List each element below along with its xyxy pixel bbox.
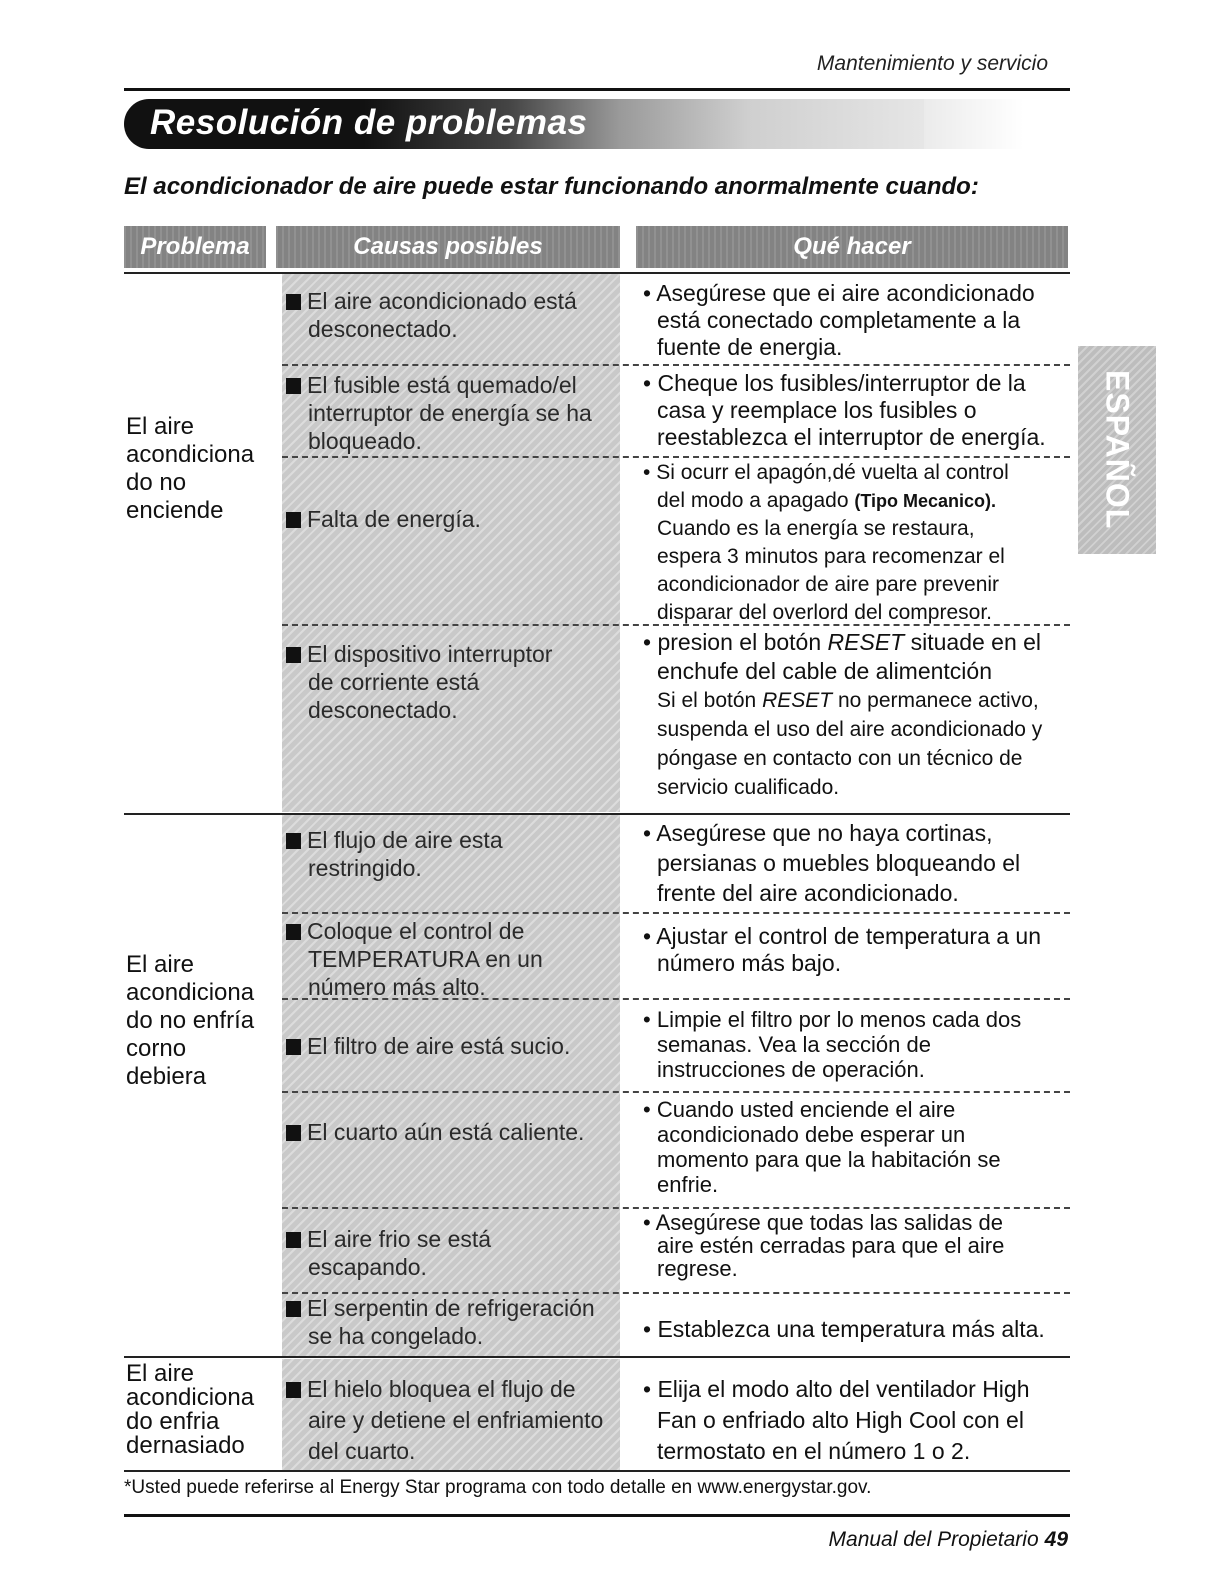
action-item: • presion el botón RESET situade en el enchufe del cable de alimentción Si el botón RESET no permanece activo, suspenda el uso del aire acondicionado y póngase en contacto con un técnico de servicio cualificado.: [643, 629, 1043, 799]
problem-label-too-cold: El aire acondiciona do enfria dernasiado: [126, 1360, 255, 1459]
group-divider: [124, 813, 1070, 815]
page-title: Resolución de problemas: [150, 103, 588, 142]
action-item: • Cheque los fusibles/interruptor de la casa y reemplace los fusibles o reestablezca el interruptor de energía.: [643, 370, 1046, 450]
page-number: 49: [1044, 1528, 1068, 1551]
cause-item: El filtro de aire está sucio.: [286, 1032, 616, 1060]
cause-item: El cuarto aún está caliente.: [286, 1118, 616, 1146]
action-item: • Cuando usted enciende el aire acondicionado debe esperar un momento para que la habitación se enfrie.: [643, 1097, 1001, 1197]
language-tab: [1078, 346, 1156, 554]
cause-item: El flujo de aire esta restringido.: [286, 826, 616, 882]
manual-name: Manual del Propietario: [828, 1528, 1039, 1551]
row-divider: [282, 912, 1070, 914]
row-divider: [282, 1091, 1070, 1093]
action-item: • Asegúrese que no haya cortinas, persianas o muebles bloqueando el frente del aire acondicionado.: [643, 820, 1021, 906]
action-item: • Limpie el filtro por lo menos cada dos semanas. Vea la sección de instrucciones de operación.: [643, 1007, 1022, 1082]
action-item: • Ajustar el control de temperatura a un número más bajo.: [643, 923, 1042, 976]
cause-item: El aire acondicionado está desconectado.: [286, 287, 616, 343]
problem-label-not-cooling: El aire acondiciona do no enfría corno debiera: [126, 951, 255, 1090]
group-divider: [124, 1356, 1070, 1358]
cause-item: El fusible está quemado/el interruptor de energía se ha bloqueado.: [286, 371, 616, 455]
page-footer: [829, 1528, 1068, 1552]
language-tab-label: ESPAÑOL: [1099, 370, 1136, 530]
bottom-rule: [124, 1514, 1070, 1517]
row-divider: [282, 456, 1070, 458]
problem-label-no-start: El aire acondiciona do no enciende: [126, 413, 255, 524]
action-item: • Si ocurr el apagón,dé vuelta al control del modo a apagado (Tipo Mecanico). Cuando es la energía se restaura, espera 3 minutos para recomenzar el acondicionador de aire pare prevenir disparar del overlord del compresor.: [643, 461, 1009, 624]
cause-item: El serpentin de refrigeración se ha congelado.: [286, 1294, 616, 1350]
section-header: Mantenimiento y servicio: [816, 52, 1048, 75]
action-item: • Asegúrese que todas las salidas de aire estén cerradas para que el aire regrese.: [643, 1210, 1005, 1281]
cause-item: El dispositivo interruptor de corriente está desconectado.: [286, 640, 616, 724]
row-divider: [282, 1207, 1070, 1209]
table-bottom-rule: [124, 1470, 1070, 1472]
column-header-action: Qué hacer: [636, 226, 1068, 268]
row-divider: [282, 364, 1070, 366]
action-item: • Establezca una temperatura más alta.: [643, 1316, 1045, 1342]
cause-item: El hielo bloquea el flujo de aire y detiene el enfriamiento del cuarto.: [286, 1374, 616, 1467]
column-header-causes: Causas posibles: [276, 226, 620, 268]
column-header-problem: Problema: [124, 226, 266, 268]
action-item: • Elija el modo alto del ventilador High Fan o enfriado alto High Cool con el termostato en el número 1 o 2.: [643, 1376, 1030, 1464]
cause-item: Coloque el control de TEMPERATURA en un número más alto.: [286, 917, 616, 1001]
title-banner-fade: [924, 99, 1024, 149]
footnote: *Usted puede referirse al Energy Star programa con todo detalle en www.energystar.gov.: [124, 1477, 872, 1498]
cause-item: Falta de energía.: [286, 505, 616, 533]
causes-column-group-1: [282, 274, 620, 812]
cause-item: El aire frio se está escapando.: [286, 1225, 616, 1281]
top-rule: [124, 88, 1070, 91]
action-item: • Asegúrese que ei aire acondicionado está conectado completamente a la fuente de energia.: [643, 280, 1035, 360]
page-subtitle: El acondicionador de aire puede estar funcionando anormalmente cuando:: [124, 173, 979, 200]
